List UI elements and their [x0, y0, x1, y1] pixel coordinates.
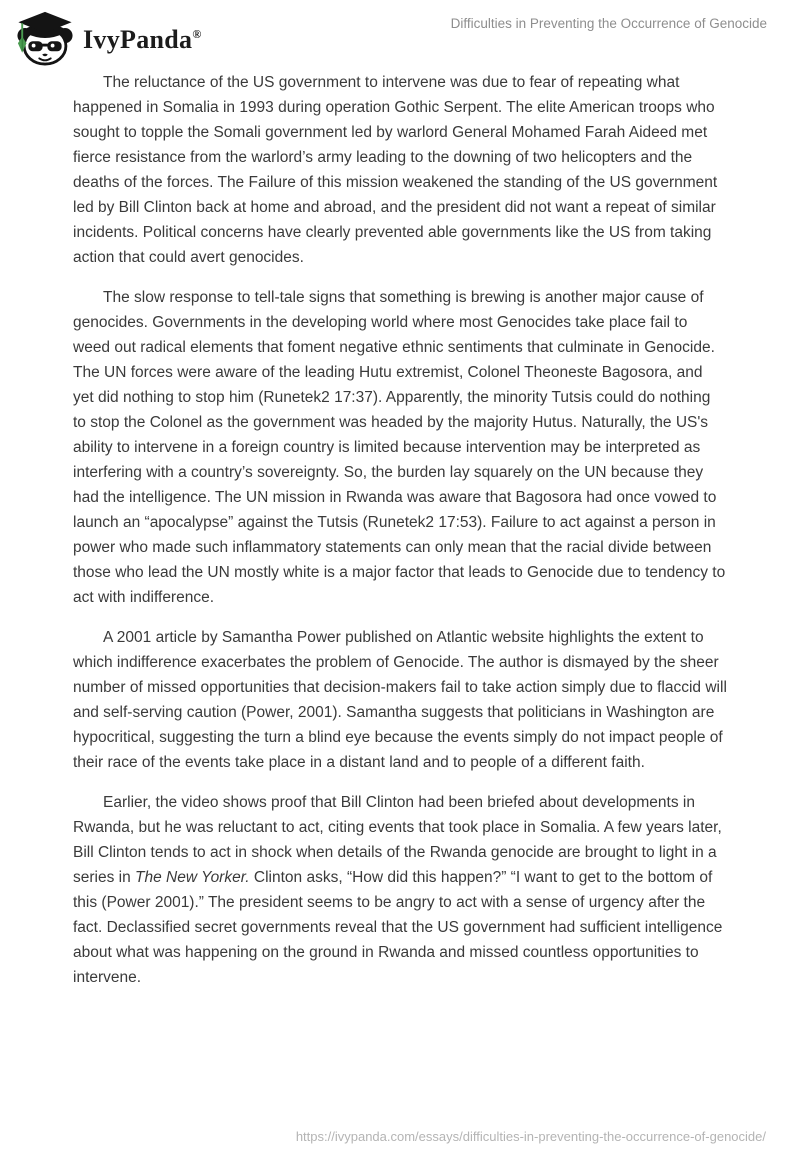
paragraph	[73, 625, 727, 775]
page-header	[14, 6, 767, 68]
essay-body	[73, 70, 727, 1005]
brand	[14, 6, 202, 68]
paragraph	[73, 285, 727, 610]
body-text: A 2001 article by Samantha Power published on Atlantic website highlights the extent to which indifference exacerbates the problem of Genocide. The author is dismayed by the sheer number of missed opportunities that decision-makers fail to take action simply due to flaccid will and self-serving caution (Power, 2001). Samantha suggests that politicians in Washington are hypocritical, suggesting the turn a blind eye because the events simply do not impact people of their race of the events take place in a distant land and to people of a different faith.	[73, 629, 727, 771]
body-text: Clinton asks, “How did this happen?” “I want to get to the bottom of this (Power 2001).” The president seems to be angry to act with a sense of urgency after the fact. Declassified secret governments reveal that the US government had sufficient intelligence about what was happening on the ground in Rwanda and missed countless opportunities to intervene.	[73, 869, 723, 986]
body-text: The slow response to tell-tale signs that something is brewing is another major cause of genocides. Governments in the developing world where most Genocides take place fail to weed out radical elements that foment negative ethnic sentiments that culminate in Genocide. The UN forces were aware of the leading Hutu extremist, Colonel Theoneste Bagosora, and yet did nothing to stop him (Runetek2 17:37). Apparently, the minority Tutsis could do nothing to stop the Colonel as the government was headed by the majority Hutus. Naturally, the US's ability to intervene in a foreign country is limited because intervention may be interpreted as interfering with a country’s sovereignty. So, the burden lay squarely on the UN because they had the intelligence. The UN mission in Rwanda was aware that Bagosora had once vowed to launch an “apocalypse” against the Tutsis (Runetek2 17:53). Failure to act against a person in power who made such inflammatory statements can only mean that the racial divide between those who lead the UN mostly white is a major factor that leads to Genocide due to tendency to act with indifference.	[73, 289, 726, 606]
ivypanda-panda-logo-icon	[14, 9, 76, 66]
registered-trademark-symbol: ®	[192, 27, 202, 41]
paragraph	[73, 70, 727, 270]
paragraph	[73, 790, 727, 990]
document-title: Difficulties in Preventing the Occurrence of Genocide	[450, 16, 767, 31]
source-url: https://ivypanda.com/essays/difficulties-in-preventing-the-occurrence-of-genocide/	[295, 1129, 766, 1144]
italic-text: The New Yorker.	[135, 869, 250, 886]
body-text: The reluctance of the US government to intervene was due to fear of repeating what happened in Somalia in 1993 during operation Gothic Serpent. The elite American troops who sought to topple the Somali government led by warlord General Mohamed Farah Aideed met fierce resistance from the warlord’s army leading to the downing of two helicopters and the deaths of the forces. The Failure of this mission weakened the standing of the US government led by Bill Clinton back at home and abroad, and the president did not want a repeat of similar incidents. Political concerns have clearly prevented able governments like the US from taking action that could avert genocides.	[73, 74, 718, 266]
body-text: Earlier, the video shows proof that Bill Clinton had been briefed about developments in Rwanda, but he was reluctant to act, citing events that took place in Somalia. A few years later, Bill Clinton tends to act in shock when details of the Rwanda genocide are brought to light in a series in	[73, 794, 722, 886]
brand-name: IvyPanda®	[83, 25, 202, 54]
